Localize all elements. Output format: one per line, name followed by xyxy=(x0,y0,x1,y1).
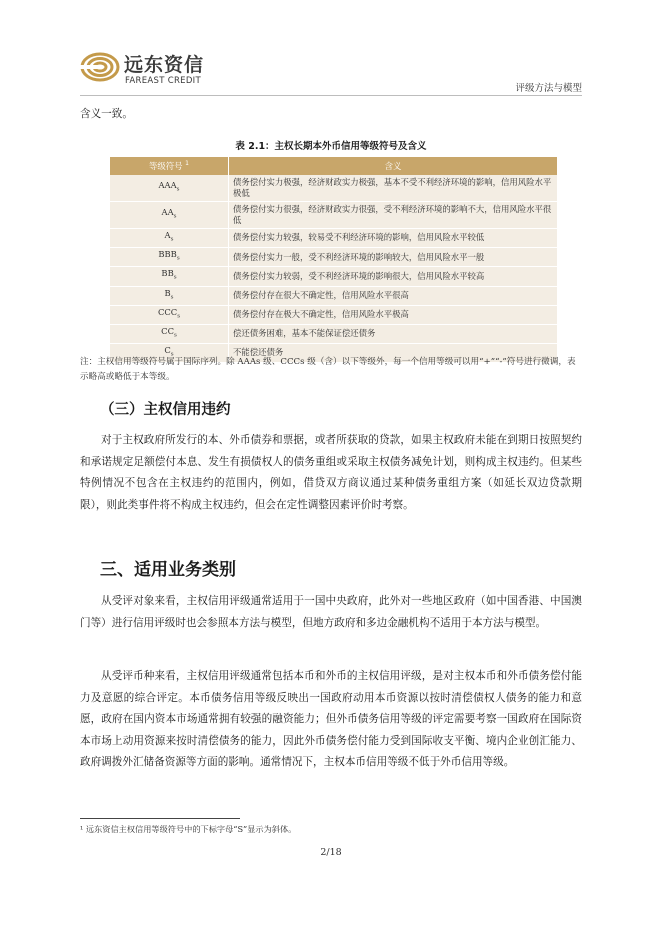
company-logo xyxy=(80,50,220,86)
rating-meaning: 债务偿付存在很大不确定性，信用风险水平很高 xyxy=(229,286,558,305)
scope-paragraph-2: 从受评币种来看，主权信用评级通常包括本币和外币的主权信用评级，是对主权本币和外币债务偿付能力及意愿的综合评定。本币债务信用等级反映出一国政府动用本币资源以按时清偿债权人债务的能力和意愿，政府在国内资本市场通常拥有较强的融资能力；但外币债务信用等级的评定需要考察一国政府在国际资本市场上动用资源来按时清偿债务的能力，因此外币债务偿付能力受到国际收支平衡、境内企业创汇能力、政府调拨外汇储备资源等方面的影响。通常情况下，主权本币信用等级不低于外币信用等级。 xyxy=(80,670,582,768)
rating-symbol: $A_s$ xyxy=(110,229,229,248)
table-row xyxy=(110,286,557,305)
business-scope-heading: 三、适用业务类别 xyxy=(100,560,236,580)
table-row xyxy=(110,324,557,343)
rating-meaning: 债务偿付存在极大不确定性，信用风险水平极高 xyxy=(229,305,558,324)
footnote-divider xyxy=(80,818,240,819)
rating-symbol: $B_s$ xyxy=(110,286,229,305)
rating-meaning: 债务偿付实力极强，经济财政实力极强，基本不受不利经济环境的影响，信用风险水平极低 xyxy=(229,175,558,202)
header-divider xyxy=(80,95,582,96)
rating-symbol: $C_s$ xyxy=(110,344,229,363)
table-row xyxy=(110,202,557,229)
footnote: ¹ 远东资信主权信用等级符号中的下标字母“S”显示为斜体。 xyxy=(80,824,297,834)
intro-fragment: 含义一致。 xyxy=(80,108,133,120)
table-row xyxy=(110,305,557,324)
document-title: 评级方法与模型 xyxy=(515,83,582,94)
table-row xyxy=(110,267,557,286)
table-row xyxy=(110,175,557,202)
rating-meaning: 不能偿还债务 xyxy=(229,344,558,363)
table-row xyxy=(110,248,557,267)
table-row xyxy=(110,229,557,248)
rating-symbol: $BBB_s$ xyxy=(110,248,229,267)
rating-symbol: $BB_s$ xyxy=(110,267,229,286)
table-header-row xyxy=(110,157,557,175)
rating-symbol: $AAA_s$ xyxy=(110,175,229,202)
rating-meaning: 债务偿付实力较强，较易受不利经济环境的影响，信用风险水平较低 xyxy=(229,229,558,248)
rating-meaning: 债务偿付实力很强，经济财政实力很强，受不利经济环境的影响不大，信用风险水平很低 xyxy=(229,202,558,229)
sovereign-default-heading: （三）主权信用违约 xyxy=(100,402,231,418)
scope-paragraph-1: 从受评对象来看，主权信用评级通常适用于一国中央政府，此外对一些地区政府（如中国香港、中国澳门等）进行信用评级时也会参照本方法与模型，但地方政府和多边金融机构不适用于本方法与模型。 xyxy=(80,595,582,629)
rating-meaning: 债务偿付实力一般，受不利经济环境的影响较大，信用风险水平一般 xyxy=(229,248,558,267)
fareast-logo-icon xyxy=(80,50,120,84)
logo-chinese-name: 远东资信 xyxy=(124,54,205,76)
rating-symbol: $AA_s$ xyxy=(110,202,229,229)
rating-symbol: $CC_s$ xyxy=(110,324,229,343)
meaning-column-header: 含义 xyxy=(229,157,558,175)
page-number: 2/18 xyxy=(320,847,342,858)
rating-meaning: 债务偿付实力较弱，受不利经济环境的影响很大，信用风险水平较高 xyxy=(229,267,558,286)
table-caption: 表 2.1：主权长期本外币信用等级符号及含义 xyxy=(235,141,427,152)
sovereign-default-paragraph: 对于主权政府所发行的本、外币债券和票据，或者所获取的贷款，如果主权政府未能在到期日按照契约和承诺规定足额偿付本息、发生有损债权人的债务重组或采取主权债务减免计划，则构成主权违约。但某些特例情况不包含在主权违约的范围内，例如，借贷双方商议通过某种债务重组方案（如延长双边贷款期限），则此类事件将不构成主权违约，但会在定性调整因素评价时考察。 xyxy=(80,434,582,511)
rating-meaning: 偿还债务困难，基本不能保证偿还债务 xyxy=(229,324,558,343)
table-note: 注：主权信用等级符号属于国际序列。除 AAAs 级、CCCs 级（含）以下等级外，每一个信用等级可以用“+”“-”符号进行微调，表示略高或略低于本等级。 xyxy=(80,357,576,382)
rating-symbol: $CCC_s$ xyxy=(110,305,229,324)
logo-english-name: FAREAST CREDIT xyxy=(125,76,201,86)
symbol-column-header: 等级符号 $^1$ xyxy=(110,157,229,175)
rating-symbol-table xyxy=(110,157,557,363)
